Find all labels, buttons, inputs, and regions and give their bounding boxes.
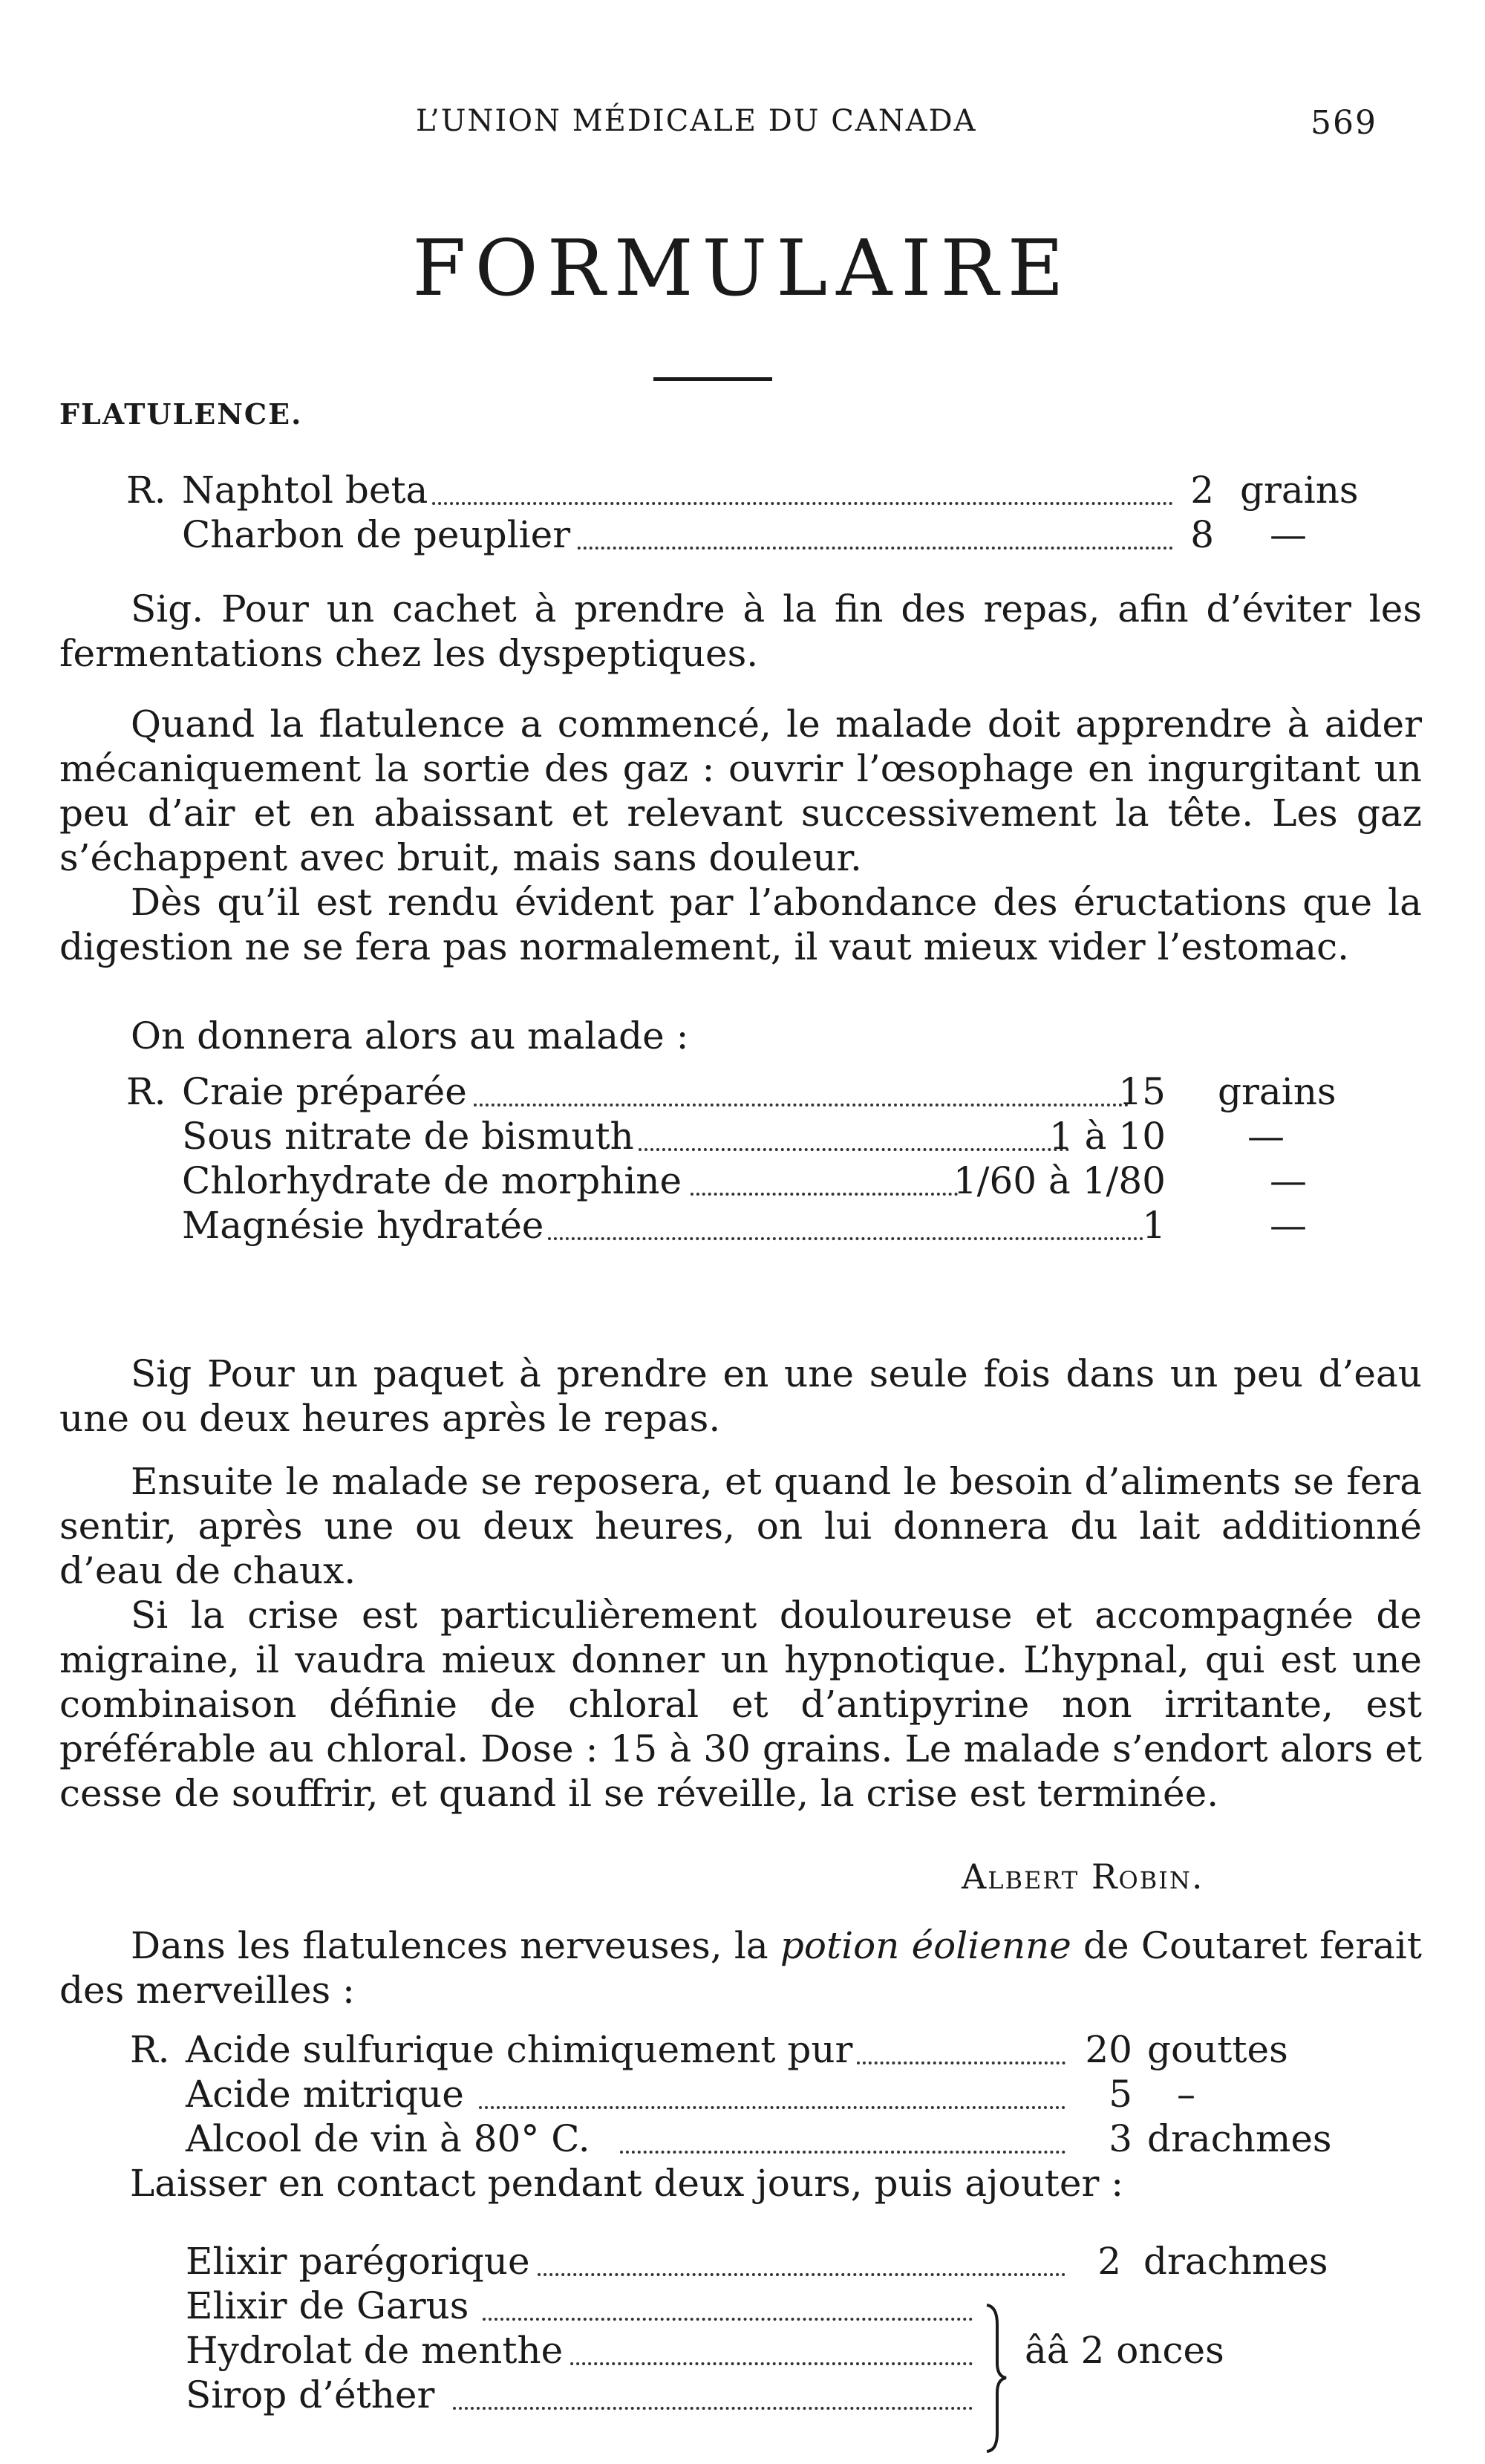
ingredient-unit: drachmes bbox=[1147, 2117, 1332, 2160]
ingredient-quantity: 20 bbox=[1085, 2028, 1132, 2071]
page-number: 569 bbox=[1311, 104, 1377, 142]
prescription-2 bbox=[126, 1069, 1336, 1248]
leader-dots bbox=[535, 2328, 973, 2365]
paragraph-intro-rx2: On donnera alors au malade : bbox=[131, 1014, 689, 1057]
prescription-line bbox=[126, 1158, 1307, 1203]
ingredient-name: Sous nitrate de bismuth bbox=[182, 1114, 639, 1158]
leader-dots bbox=[483, 2284, 973, 2321]
right-brace bbox=[984, 2302, 1009, 2454]
prescription-line bbox=[130, 2072, 1318, 2116]
paragraph-rest: Ensuite le malade se reposera, et quand le besoin d’aliments se fera sentir, après une ou deux heures, on lui donnera du lait additionné d’eau de chaux. bbox=[59, 1460, 1422, 1592]
leader-dots bbox=[349, 468, 1173, 505]
ingredient-quantity: 15 bbox=[1118, 1070, 1166, 1113]
ingredient-unit: — bbox=[1270, 513, 1307, 556]
leader-dots bbox=[468, 1069, 1129, 1106]
leader-dots bbox=[542, 512, 1173, 550]
group-quantity: ââ 2 onces bbox=[1025, 2329, 1224, 2372]
prescription-1 bbox=[126, 468, 1359, 557]
prescription-3 bbox=[130, 2027, 1332, 2161]
ingredient-name: Acide sulfurique chimiquement pur bbox=[186, 2027, 857, 2072]
rx-symbol: R. bbox=[126, 1070, 166, 1113]
prescription-line bbox=[126, 1069, 1336, 1114]
ingredient-quantity: 1 à 10 bbox=[1048, 1115, 1166, 1158]
ingredient-unit: — bbox=[1247, 1115, 1285, 1158]
title-rule bbox=[653, 377, 772, 381]
leader-dots bbox=[620, 2116, 1065, 2154]
prescription-line bbox=[126, 1203, 1307, 1248]
running-title: L’UNION MÉDICALE DU CANADA bbox=[416, 104, 977, 138]
ingredient-unit: grains bbox=[1218, 1070, 1336, 1113]
ingredient-name: Elixir de Garus bbox=[186, 2284, 473, 2328]
ingredient-name: Chlorhydrate de morphine bbox=[182, 1158, 686, 1203]
paragraph-sig-2: Sig Pour un paquet à prendre en une seule fois dans un peu d’eau une ou deux heures après le repas. bbox=[59, 1352, 1422, 1440]
paragraph-nervous-flatulence bbox=[59, 1923, 1422, 2012]
ingredient-unit: – bbox=[1177, 2073, 1195, 2116]
ingredient-unit: grains bbox=[1240, 469, 1359, 512]
paragraph-crisis: Si la crise est particulièrement douloureuse et accompagnée de migraine, il vaudra mieux donner un hypnotique. L’hypnal, qui est une combinaison définie de chloral et d’antipyrine non irritante, est préférable au chloral. Dose : 15 à 30 grains. Le malade s’endort alors et cesse de souffrir, et quand il se réveille, la crise est terminée. bbox=[59, 1594, 1422, 1815]
ingredient-name: Magnésie hydratée bbox=[182, 1203, 548, 1248]
leader-dots bbox=[479, 2072, 1065, 2109]
ingredient-quantity: 1/60 à 1/80 bbox=[953, 1159, 1166, 1202]
prescription-line bbox=[186, 2328, 1374, 2373]
prescription-line bbox=[186, 2373, 1374, 2417]
rx-symbol: R. bbox=[126, 469, 166, 512]
paragraph-sig-1: Sig. Pour un cachet à prendre à la fin des repas, afin d’éviter les fermentations chez les dyspeptiques. bbox=[59, 587, 1422, 675]
ingredient-name: Acide mitrique bbox=[186, 2072, 469, 2116]
ingredient-quantity: 2 bbox=[1097, 2240, 1121, 2283]
ingredient-name: Craie préparée bbox=[182, 1069, 471, 1114]
leader-dots bbox=[453, 2373, 973, 2410]
paragraph-flatulence: Quand la flatulence a commencé, le malade doit apprendre à aider mécaniquement la sortie des gaz : ouvrir l’œsophage en ingurgitant un peu d’air et en abaissant et relevant successivement la tête. Les gaz s’échappent avec bruit, mais sans douleur. bbox=[59, 703, 1422, 879]
ingredient-name: Sirop d’éther bbox=[186, 2373, 439, 2417]
paragraph-digestion: Dès qu’il est rendu évident par l’abondance des éructations que la digestion ne se fera pas normalement, il vaut mieux vider l’estomac. bbox=[59, 881, 1422, 968]
section-heading: FLATULENCE. bbox=[59, 397, 303, 431]
ingredient-quantity: 8 bbox=[1190, 513, 1214, 556]
prescription-line bbox=[130, 2116, 1332, 2161]
prescription-line bbox=[126, 512, 1307, 557]
ingredient-name: Hydrolat de menthe bbox=[186, 2328, 567, 2373]
prescription-4 bbox=[186, 2239, 1374, 2417]
paragraph-contact: Laisser en contact pendant deux jours, puis ajouter : bbox=[130, 2162, 1124, 2205]
ingredient-quantity: 2 bbox=[1190, 469, 1214, 512]
ingredient-quantity: 5 bbox=[1109, 2073, 1132, 2116]
paragraph-text: Dans les flatulences nerveuses, la bbox=[131, 1924, 780, 1967]
ingredient-name: Charbon de peuplier bbox=[182, 512, 575, 557]
ingredient-quantity: 3 bbox=[1109, 2117, 1132, 2160]
ingredient-name: Alcool de vin à 80° C. bbox=[186, 2116, 595, 2161]
ingredient-name: Elixir parégorique bbox=[186, 2239, 535, 2284]
prescription-line bbox=[126, 1114, 1285, 1158]
prescription-line bbox=[130, 2027, 1318, 2072]
ingredient-quantity: 1 bbox=[1142, 1204, 1166, 1247]
page-title: FORMULAIRE bbox=[412, 223, 1073, 313]
ingredient-unit: — bbox=[1270, 1159, 1307, 1202]
ingredient-unit: — bbox=[1270, 1204, 1307, 1247]
leader-dots bbox=[520, 2239, 1065, 2276]
potion-name: potion éolienne bbox=[780, 1924, 1071, 1967]
prescription-line bbox=[186, 2284, 1374, 2328]
author-signature: Albert Robin. bbox=[962, 1857, 1204, 1897]
ingredient-unit: drachmes bbox=[1143, 2240, 1328, 2283]
leader-dots bbox=[542, 1203, 1143, 1240]
rx-symbol: R. bbox=[130, 2028, 170, 2071]
paragraph-text: de Coutaret ferait des merveilles : bbox=[59, 1924, 1423, 2012]
ingredient-unit: gouttes bbox=[1147, 2028, 1288, 2071]
prescription-line bbox=[126, 468, 1359, 512]
ingredient-name: Naphtol beta bbox=[182, 468, 432, 512]
prescription-line bbox=[186, 2239, 1374, 2284]
